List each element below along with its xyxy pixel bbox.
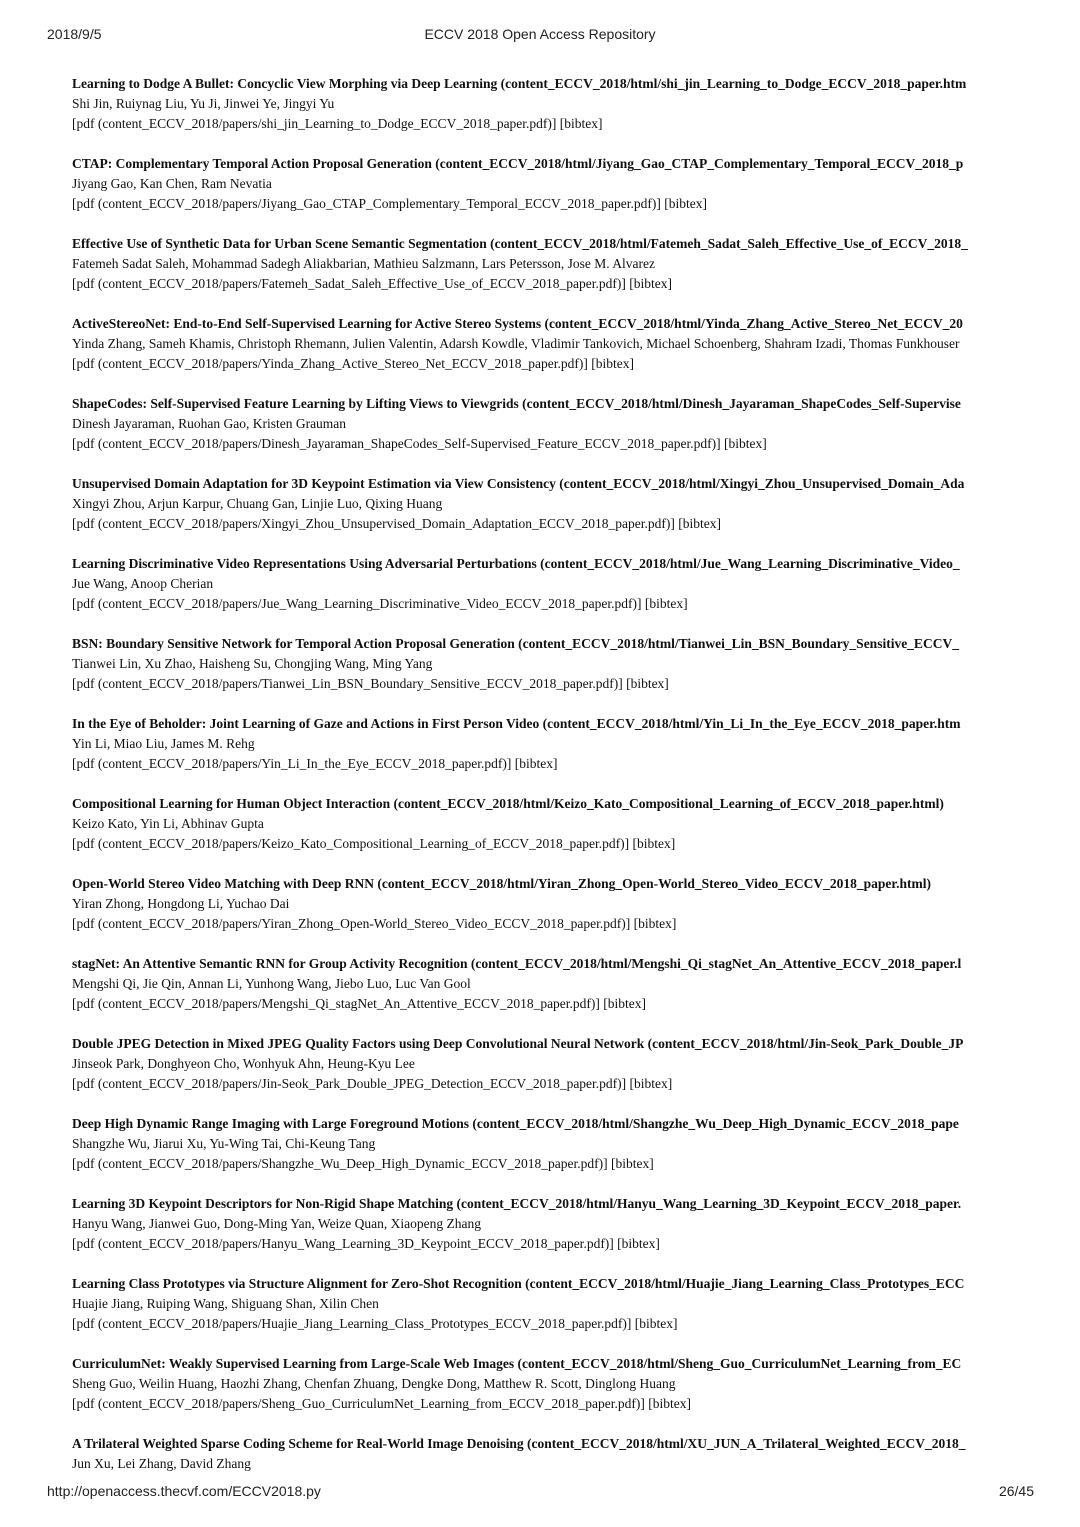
paper-authors: Dinesh Jayaraman, Ruohan Gao, Kristen Grauman xyxy=(72,416,347,431)
paper-entry xyxy=(72,154,1032,234)
paper-list xyxy=(72,74,1032,1514)
paper-entry xyxy=(72,1354,1032,1434)
paper-entry xyxy=(72,634,1032,714)
paper-pdf-bibtex-links[interactable]: [pdf (content_ECCV_2018/papers/Xingyi_Zhou_Unsupervised_Domain_Adaptation_ECCV_2018_paper.pdf)] [bibtex] xyxy=(72,516,722,531)
paper-title-link[interactable]: CTAP: Complementary Temporal Action Proposal Generation (content_ECCV_2018/html/Jiyang_Gao_CTAP_Complementary_Temporal_ECCV_2018_p xyxy=(72,156,964,171)
paper-authors: Shi Jin, Ruiynag Liu, Yu Ji, Jinwei Ye, Jingyi Yu xyxy=(72,96,335,111)
paper-pdf-bibtex-links[interactable]: [pdf (content_ECCV_2018/papers/Jue_Wang_Learning_Discriminative_Video_ECCV_2018_paper.pdf)] [bibtex] xyxy=(72,596,688,611)
paper-title-link[interactable]: A Trilateral Weighted Sparse Coding Scheme for Real-World Image Denoising (content_ECCV_2018/html/XU_JUN_A_Trilateral_Weighted_ECCV_2018_ xyxy=(72,1436,966,1451)
paper-authors: Yinda Zhang, Sameh Khamis, Christoph Rhemann, Julien Valentin, Adarsh Kowdle, Vladimir Tankovich, Michael Schoenberg, Shahram Izadi, Thomas Funkhouser xyxy=(72,336,960,351)
paper-authors: Fatemeh Sadat Saleh, Mohammad Sadegh Aliakbarian, Mathieu Salzmann, Lars Petersson, Jose M. Alvarez xyxy=(72,256,655,271)
paper-pdf-bibtex-links[interactable]: [pdf (content_ECCV_2018/papers/Mengshi_Qi_stagNet_An_Attentive_ECCV_2018_paper.pdf)] [bibtex] xyxy=(72,996,647,1011)
paper-pdf-bibtex-links[interactable]: [pdf (content_ECCV_2018/papers/Jiyang_Gao_CTAP_Complementary_Temporal_ECCV_2018_paper.pdf)] [bibtex] xyxy=(72,196,707,211)
paper-authors: Jue Wang, Anoop Cherian xyxy=(72,576,214,591)
paper-title-link[interactable]: Learning 3D Keypoint Descriptors for Non-Rigid Shape Matching (content_ECCV_2018/html/Hanyu_Wang_Learning_3D_Keypoint_ECCV_2018_paper. xyxy=(72,1196,962,1211)
paper-entry xyxy=(72,794,1032,874)
paper-title-link[interactable]: Deep High Dynamic Range Imaging with Large Foreground Motions (content_ECCV_2018/html/Shangzhe_Wu_Deep_High_Dynamic_ECCV_2018_pape xyxy=(72,1116,959,1131)
paper-pdf-bibtex-links[interactable]: [pdf (content_ECCV_2018/papers/Dinesh_Jayaraman_ShapeCodes_Self-Supervised_Feature_ECCV_2018_paper.pdf)] [bibtex] xyxy=(72,436,767,451)
paper-authors: Tianwei Lin, Xu Zhao, Haisheng Su, Chongjing Wang, Ming Yang xyxy=(72,656,433,671)
print-footer xyxy=(0,1483,1080,1503)
paper-title-link[interactable]: Effective Use of Synthetic Data for Urban Scene Semantic Segmentation (content_ECCV_2018/html/Fatemeh_Sadat_Saleh_Effective_Use_of_ECCV_2018_ xyxy=(72,236,968,251)
paper-pdf-bibtex-links[interactable]: [pdf (content_ECCV_2018/papers/Shangzhe_Wu_Deep_High_Dynamic_ECCV_2018_paper.pdf)] [bibtex] xyxy=(72,1156,654,1171)
page-url: http://openaccess.thecvf.com/ECCV2018.py xyxy=(47,1483,321,1499)
paper-entry xyxy=(72,74,1032,154)
paper-pdf-bibtex-links[interactable]: [pdf (content_ECCV_2018/papers/Yiran_Zhong_Open-World_Stereo_Video_ECCV_2018_paper.pdf)] [bibtex] xyxy=(72,916,677,931)
paper-entry xyxy=(72,314,1032,394)
paper-authors: Shangzhe Wu, Jiarui Xu, Yu-Wing Tai, Chi-Keung Tang xyxy=(72,1136,376,1151)
page-title: ECCV 2018 Open Access Repository xyxy=(424,26,656,42)
paper-authors: Yiran Zhong, Hongdong Li, Yuchao Dai xyxy=(72,896,290,911)
paper-title-link[interactable]: In the Eye of Beholder: Joint Learning of Gaze and Actions in First Person Video (content_ECCV_2018/html/Yin_Li_In_the_Eye_ECCV_2018_paper.htm xyxy=(72,716,961,731)
paper-title-link[interactable]: CurriculumNet: Weakly Supervised Learning from Large-Scale Web Images (content_ECCV_2018/html/Sheng_Guo_CurriculumNet_Learning_from_EC xyxy=(72,1356,962,1371)
paper-title-link[interactable]: stagNet: An Attentive Semantic RNN for Group Activity Recognition (content_ECCV_2018/html/Mengshi_Qi_stagNet_An_Attentive_ECCV_2018_paper.l xyxy=(72,956,962,971)
paper-authors: Yin Li, Miao Liu, James M. Rehg xyxy=(72,736,255,751)
paper-entry xyxy=(72,1114,1032,1194)
paper-entry xyxy=(72,234,1032,314)
paper-entry xyxy=(72,1034,1032,1114)
paper-pdf-bibtex-links[interactable]: [pdf (content_ECCV_2018/papers/Hanyu_Wang_Learning_3D_Keypoint_ECCV_2018_paper.pdf)] [bibtex] xyxy=(72,1236,660,1251)
paper-pdf-bibtex-links[interactable]: [pdf (content_ECCV_2018/papers/Jin-Seok_Park_Double_JPEG_Detection_ECCV_2018_paper.pdf)] [bibtex] xyxy=(72,1076,673,1091)
paper-title-link[interactable]: ShapeCodes: Self-Supervised Feature Learning by Lifting Views to Viewgrids (content_ECCV_2018/html/Dinesh_Jayaraman_ShapeCodes_Self-Supervise xyxy=(72,396,961,411)
paper-title-link[interactable]: ActiveStereoNet: End-to-End Self-Supervised Learning for Active Stereo Systems (content_ECCV_2018/html/Yinda_Zhang_Active_Stereo_Net_ECCV_20 xyxy=(72,316,963,331)
paper-pdf-bibtex-links[interactable]: [pdf (content_ECCV_2018/papers/Sheng_Guo_CurriculumNet_Learning_from_ECCV_2018_paper.pdf)] [bibtex] xyxy=(72,1396,691,1411)
paper-pdf-bibtex-links[interactable]: [pdf (content_ECCV_2018/papers/shi_jin_Learning_to_Dodge_ECCV_2018_paper.pdf)] [bibtex] xyxy=(72,116,603,131)
paper-authors: Hanyu Wang, Jianwei Guo, Dong-Ming Yan, Weize Quan, Xiaopeng Zhang xyxy=(72,1216,482,1231)
paper-entry xyxy=(72,474,1032,554)
paper-authors: Jinseok Park, Donghyeon Cho, Wonhyuk Ahn, Heung-Kyu Lee xyxy=(72,1056,415,1071)
print-date: 2018/9/5 xyxy=(47,26,102,42)
paper-pdf-bibtex-links[interactable]: [pdf (content_ECCV_2018/papers/Keizo_Kato_Compositional_Learning_of_ECCV_2018_paper.pdf)] [bibtex] xyxy=(72,836,676,851)
paper-authors: Huajie Jiang, Ruiping Wang, Shiguang Shan, Xilin Chen xyxy=(72,1296,379,1311)
paper-title-link[interactable]: Open-World Stereo Video Matching with Deep RNN (content_ECCV_2018/html/Yiran_Zhong_Open-World_Stereo_Video_ECCV_2018_paper.html) xyxy=(72,876,932,891)
paper-authors: Jiyang Gao, Kan Chen, Ram Nevatia xyxy=(72,176,272,191)
paper-title-link[interactable]: BSN: Boundary Sensitive Network for Temporal Action Proposal Generation (content_ECCV_2018/html/Tianwei_Lin_BSN_Boundary_Sensitive_ECCV_ xyxy=(72,636,959,651)
paper-entry xyxy=(72,1194,1032,1274)
paper-authors: Mengshi Qi, Jie Qin, Annan Li, Yunhong Wang, Jiebo Luo, Luc Van Gool xyxy=(72,976,471,991)
print-header xyxy=(0,26,1080,46)
paper-title-link[interactable]: Unsupervised Domain Adaptation for 3D Keypoint Estimation via View Consistency (content_ECCV_2018/html/Xingyi_Zhou_Unsupervised_Domain_Ada xyxy=(72,476,965,491)
paper-authors: Xingyi Zhou, Arjun Karpur, Chuang Gan, Linjie Luo, Qixing Huang xyxy=(72,496,443,511)
paper-pdf-bibtex-links[interactable]: [pdf (content_ECCV_2018/papers/Yin_Li_In_the_Eye_ECCV_2018_paper.pdf)] [bibtex] xyxy=(72,756,558,771)
paper-authors: Sheng Guo, Weilin Huang, Haozhi Zhang, Chenfan Zhuang, Dengke Dong, Matthew R. Scott, Dinglong Huang xyxy=(72,1376,676,1391)
paper-title-link[interactable]: Learning Discriminative Video Representations Using Adversarial Perturbations (content_ECCV_2018/html/Jue_Wang_Learning_Discriminative_Video_ xyxy=(72,556,960,571)
page-number: 26/45 xyxy=(998,1483,1034,1499)
paper-pdf-bibtex-links[interactable]: [pdf (content_ECCV_2018/papers/Yinda_Zhang_Active_Stereo_Net_ECCV_2018_paper.pdf)] [bibtex] xyxy=(72,356,634,371)
paper-title-link[interactable]: Learning to Dodge A Bullet: Concyclic View Morphing via Deep Learning (content_ECCV_2018/html/shi_jin_Learning_to_Dodge_ECCV_2018_paper.htm xyxy=(72,76,967,91)
paper-entry xyxy=(72,554,1032,634)
paper-authors: Jun Xu, Lei Zhang, David Zhang xyxy=(72,1456,251,1471)
paper-pdf-bibtex-links[interactable]: [pdf (content_ECCV_2018/papers/Fatemeh_Sadat_Saleh_Effective_Use_of_ECCV_2018_paper.pdf)] [bibtex] xyxy=(72,276,672,291)
paper-title-link[interactable]: Learning Class Prototypes via Structure Alignment for Zero-Shot Recognition (content_ECCV_2018/html/Huajie_Jiang_Learning_Class_Prototypes_ECC xyxy=(72,1276,965,1291)
paper-entry xyxy=(72,954,1032,1034)
paper-entry xyxy=(72,874,1032,954)
paper-entry xyxy=(72,1274,1032,1354)
paper-pdf-bibtex-links[interactable]: [pdf (content_ECCV_2018/papers/Tianwei_Lin_BSN_Boundary_Sensitive_ECCV_2018_paper.pdf)] [bibtex] xyxy=(72,676,669,691)
paper-title-link[interactable]: Double JPEG Detection in Mixed JPEG Quality Factors using Deep Convolutional Neural Network (content_ECCV_2018/html/Jin-Seok_Park_Double_JP xyxy=(72,1036,964,1051)
paper-entry xyxy=(72,714,1032,794)
paper-authors: Keizo Kato, Yin Li, Abhinav Gupta xyxy=(72,816,264,831)
paper-title-link[interactable]: Compositional Learning for Human Object Interaction (content_ECCV_2018/html/Keizo_Kato_Compositional_Learning_of_ECCV_2018_paper.html) xyxy=(72,796,944,811)
paper-pdf-bibtex-links[interactable]: [pdf (content_ECCV_2018/papers/Huajie_Jiang_Learning_Class_Prototypes_ECCV_2018_paper.pdf)] [bibtex] xyxy=(72,1316,678,1331)
paper-entry xyxy=(72,394,1032,474)
